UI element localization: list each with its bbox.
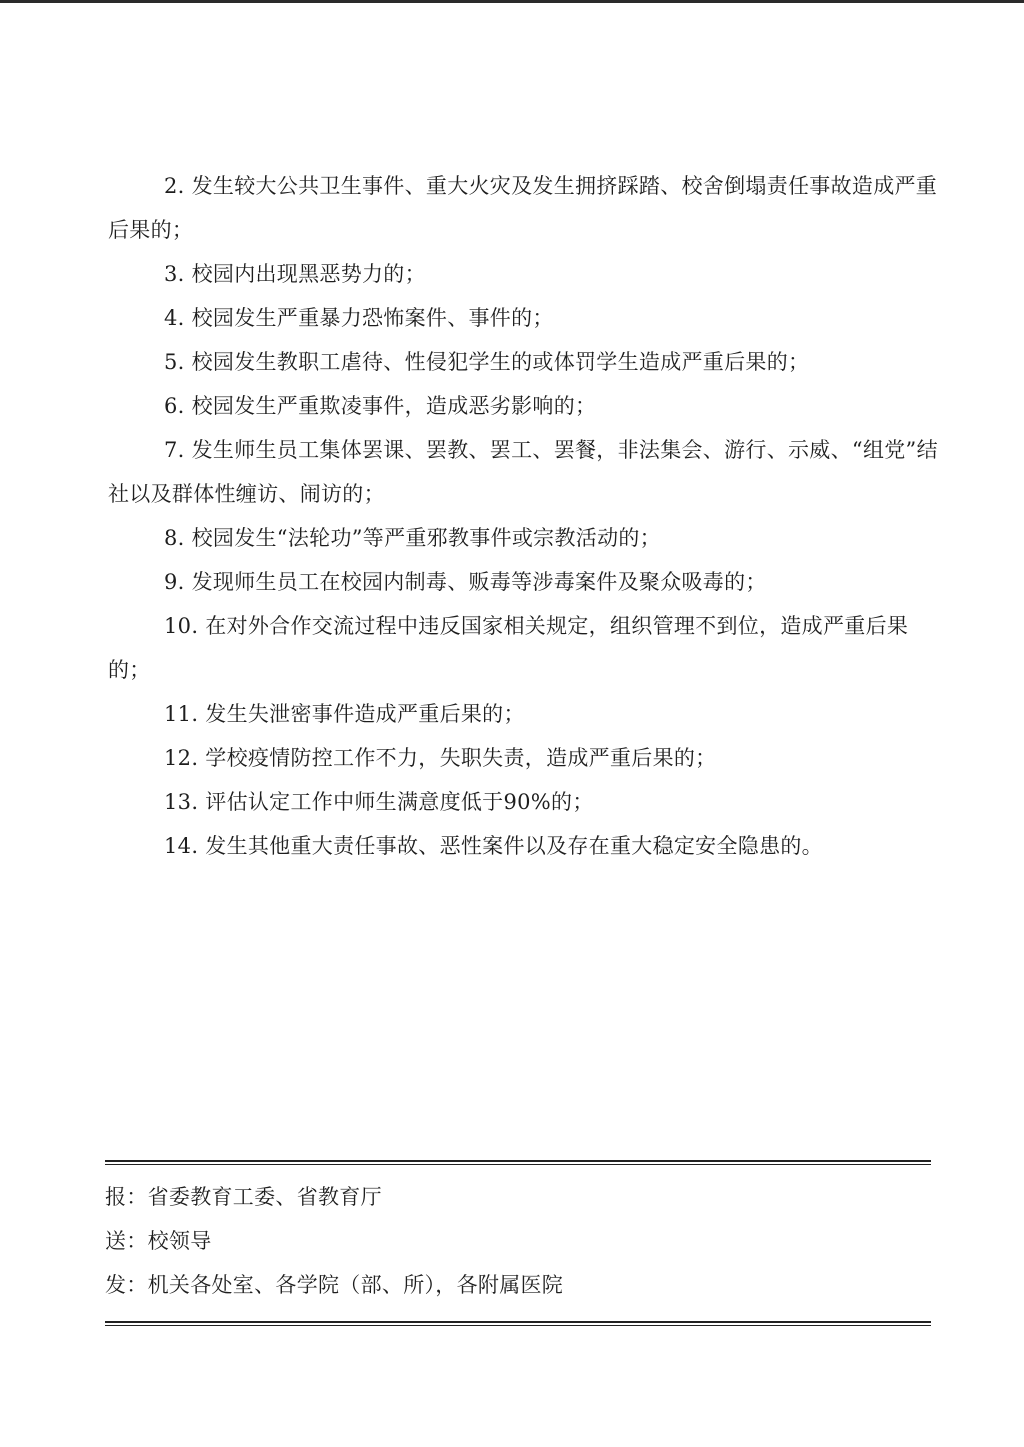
clause-14: 14. 发生其他重大责任事故、恶性案件以及存在重大稳定安全隐患的。 [164, 834, 823, 858]
clause-9: 9. 发现师生员工在校园内制毒、贩毒等涉毒案件及聚众吸毒的； [164, 570, 767, 594]
clause-5: 5. 校园发生教职工虐待、性侵犯学生的或体罚学生造成严重后果的； [164, 350, 810, 374]
clause-6: 6. 校园发生严重欺凌事件，造成恶劣影响的； [164, 394, 597, 418]
clause-3: 3. 校园内出现黑恶势力的； [164, 262, 426, 286]
distribution-list [105, 1165, 931, 1307]
send-to-line: 送：校领导 [105, 1229, 212, 1253]
distribution-footer [105, 1160, 931, 1326]
page-top-edge [0, 0, 1024, 3]
clause-2: 2. 发生较大公共卫生事件、重大火灾及发生拥挤踩踏、校舍倒塌责任事故造成严重后果的； [108, 174, 938, 242]
clause-12: 12. 学校疫情防控工作不力，失职失责，造成严重后果的； [164, 746, 717, 770]
footer-bottom-rule [105, 1321, 931, 1326]
clause-11: 11. 发生失泄密事件造成严重后果的； [164, 702, 525, 726]
distribute-to-line: 发：机关各处室、各学院（部、所），各附属医院 [105, 1273, 564, 1297]
document-body [108, 164, 938, 868]
clause-4: 4. 校园发生严重暴力恐怖案件、事件的； [164, 306, 554, 330]
clause-8: 8. 校园发生“法轮功”等严重邪教事件或宗教活动的； [164, 526, 661, 550]
clause-13: 13. 评估认定工作中师生满意度低于90%的； [164, 790, 594, 814]
report-to-line: 报：省委教育工委、省教育厅 [105, 1185, 382, 1209]
clause-10: 10. 在对外合作交流过程中违反国家相关规定，组织管理不到位，造成严重后果的； [108, 614, 909, 682]
clause-7: 7. 发生师生员工集体罢课、罢教、罢工、罢餐，非法集会、游行、示威、“组党”结社以及群体性缠访、闹访的； [108, 438, 938, 506]
